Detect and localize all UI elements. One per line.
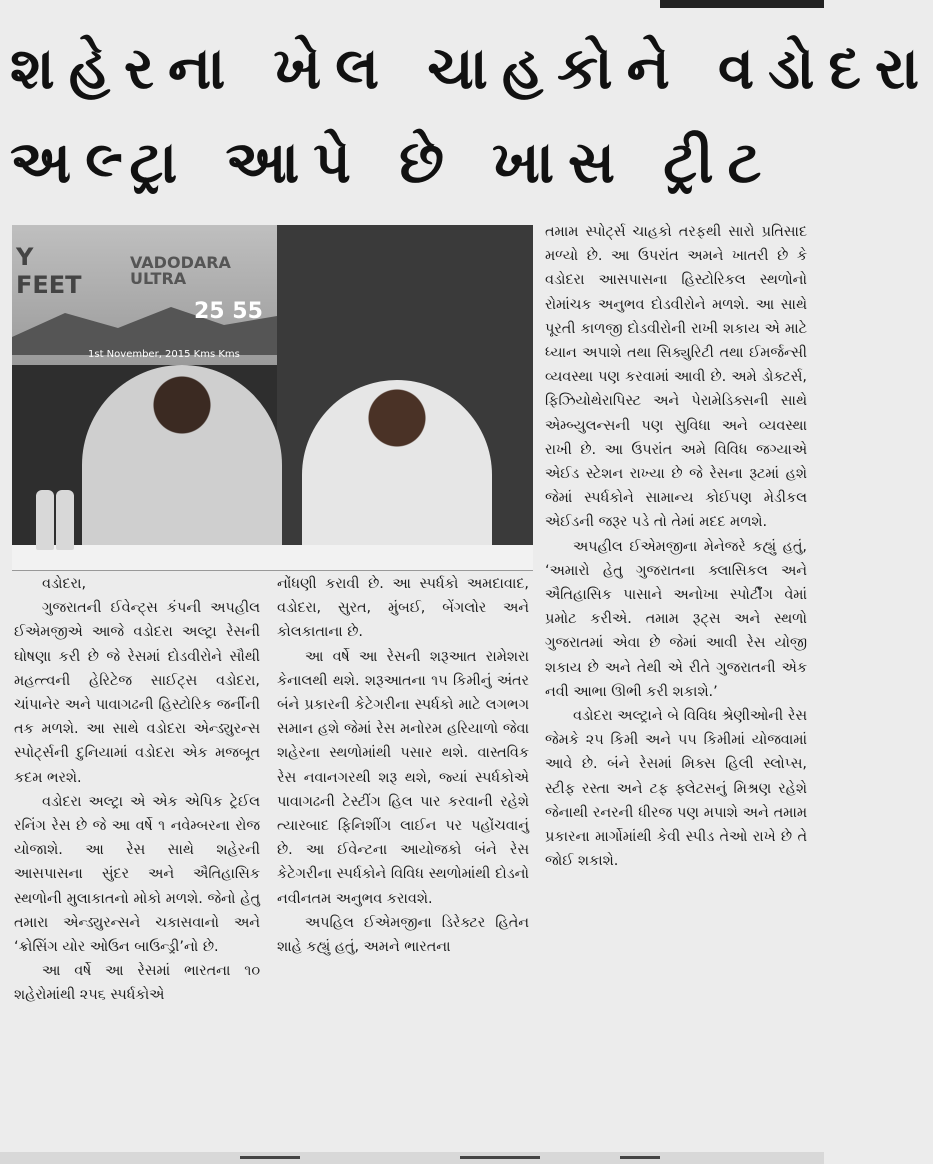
photo-divider <box>12 570 533 571</box>
conference-table <box>12 545 533 571</box>
article-column-1 <box>14 572 260 1008</box>
banner-left-text: Y FEET <box>16 243 82 299</box>
cut-text-fragment <box>460 1156 540 1159</box>
headline-line-1: શહેરના ખેલ ચાહકોને વડોદરા <box>10 34 933 102</box>
article-paragraph: વડોદરા અલ્ટ્રા એ એક એપિક ટ્રેઈલ રનિંગ રેસ છે જે આ વર્ષે ૧ નવેમ્બરના રોજ યોજાશે. આ રેસ સાથે શહેરની આસપાસના સુંદર અને ઐતિહાસિક સ્થળોની મુલાકાતનો મોકો મળશે. જેનો હેતુ તમારા એન્ડ્યુરન્સને ચકાસવાનો અને ‘ક્રોસિંગ યોર ઓઉન બાઉન્ડ્રી’નો છે. <box>14 793 260 956</box>
headline-line-2: અલ્ટ્રા આપે છે ખાસ ટ્રીટ <box>10 128 776 196</box>
cut-text-fragment <box>620 1156 660 1159</box>
article-paragraph: ગુજરાતની ઈવેન્ટ્સ કંપની અપહીલ ઈએમજીએ આજે વડોદરા અલ્ટ્રા રેસની ઘોષણા કરી છે જે રેસમાં દોડવીરોને સૌથી મહત્ત્વની હેરિટેજ સાઈટ્સ વડોદરા, ચાંપાનેર અને પાવાગઢની હિસ્ટોરિક જર્નીની તક મળશે. આ સાથે વડોદરા એન્ડ્યુરન્સ સ્પોર્ટ્સની દુનિયામાં વડોદરા એક મજબૂત કદમ ભરશે. <box>14 600 260 786</box>
bottom-cut-edge <box>0 1152 824 1164</box>
banner-numbers: 25 55 <box>194 299 263 324</box>
article-paragraph: આ વર્ષે આ રેસની શરૂઆત રામેશરા કેનાલથી થશે. શરૂઆતના ૧૫ કિમીનું અંતર બંને પ્રકારની કેટેગરીના સ્પર્ધકો માટે લગભગ સમાન હશે જેમાં રેસ મનોરમ હરિયાળો જેવા શહેરના સ્થળોમાંથી પસાર થશે. વાસ્તવિક રેસ નવાનગરથી શરૂ થશે, જ્યાં સ્પર્ધકોએ પાવાગઢની ટેસ્ટીંગ હિલ પાર કરવાની રહેશે ત્યારબાદ ફિનિશીંગ લાઈન પર પહોંચવાનું છે. આ ઈવેન્ટના આયોજકો બંને રેસ કેટેગરીના સ્પર્ધકોને વિવિધ સ્થળોમાંથી દોડનો નવીનતમ અનુભવ કરાવશે. <box>277 648 529 907</box>
article-paragraph: આ વર્ષે આ રેસમાં ભારતના ૧૦ શહેરોમાંથી ૨૫૬ સ્પર્ધકોએ <box>14 963 260 1004</box>
article-paragraph: અપહીલ ઈએમજીના મેનેજરે કહ્યું હતું, ‘અમારો હેતુ ગુજરાતના ક્લાસિકલ અને ઐતિહાસિક પાસાને અનોખા સ્પોર્ટીંગ વેમાં પ્રમોટ કરીએ. તમામ રૂટ્સ અને સ્થળો ગુજરાતમાં એવા છે જેમાં આવી રેસ યોજી શકાય છે અને તેથી એ રીતે ગુજરાતની એક નવી આભા ઊભી કરી શકાશે.’ <box>545 538 807 700</box>
speaker-left <box>82 365 282 565</box>
speaker-right <box>302 380 492 570</box>
press-conference-photo <box>12 225 533 571</box>
article-paragraph: અપહિલ ઈએમજીના ડિરેક્ટર હિતેન શાહે કહ્યું હતું, અમને ભારતના <box>277 914 529 956</box>
article-paragraph: વડોદરા અલ્ટ્રાને બે વિવિધ શ્રેણીઓની રેસ જેમકે ૨૫ કિમી અને ૫૫ કિમીમાં યોજવામાં આવે છે. બંને રેસમાં મિક્સ હિલી સ્લોપ્સ, સ્ટીફ રસ્તા અને ટફ ફ્લેટસનું મિશ્રણ રહેશે જેનાથી રનરની ધીરજ પણ મપાશે અને તમામ પ્રકારના માર્ગોમાંથી કેવી સ્પીડ તેઓ રાખે છે તે જોઈ શકાશે. <box>545 708 807 870</box>
top-edge-bar <box>660 0 824 8</box>
article-column-3 <box>545 220 807 873</box>
water-bottle <box>36 490 54 550</box>
article-column-2 <box>277 572 529 959</box>
dateline: વડોદરા, <box>42 576 87 592</box>
article-paragraph: તમામ સ્પોર્ટ્સ ચાહકો તરફથી સારો પ્રતિસાદ મળ્યો છે. આ ઉપરાંત અમને ખાતરી છે કે વડોદરા આસપાસના હિસ્ટોરિકલ સ્થળોનો રોમાંચક અનુભવ દોડવીરોને મળશે. આ સાથે પૂરતી કાળજી દોડવીરોની રાખી શકાય એ માટે ધ્યાન અપાશે તથા સિક્યુરિટી તથા ઈમર્જન્સી વ્યવસ્થા પણ કરવામાં આવી છે. અમે ડોક્ટર્સ, ફિઝિયોથેરાપિસ્ટ અને પેરામેડિક્સની સાથે એમ્બ્યુલન્સની પણ સુવિધા અને વ્યવસ્થા રાખી છે. આ ઉપરાંત અમે વિવિધ જગ્યાએ એઈડ સ્ટેશન રાખ્યા છે જે રેસના રૂટમાં હશે જેમાં સ્પર્ધકોને સામાન્ય કોઈપણ મેડીકલ એઈડની જરૂર પડે તો તેમાં મદદ મળશે. <box>545 224 807 531</box>
cut-text-fragment <box>240 1156 300 1159</box>
water-bottle <box>56 490 74 550</box>
article-paragraph: નોંધણી કરાવી છે. આ સ્પર્ધકો અમદાવાદ, વડોદરા, સુરત, મુંબઈ, બેંગલોર અને કોલકાતાના છે. <box>277 576 529 641</box>
headline <box>0 20 933 220</box>
banner-title: VADODARA ULTRA <box>130 253 231 288</box>
event-banner <box>12 225 277 365</box>
banner-date: 1st November, 2015 Kms Kms <box>88 349 240 360</box>
